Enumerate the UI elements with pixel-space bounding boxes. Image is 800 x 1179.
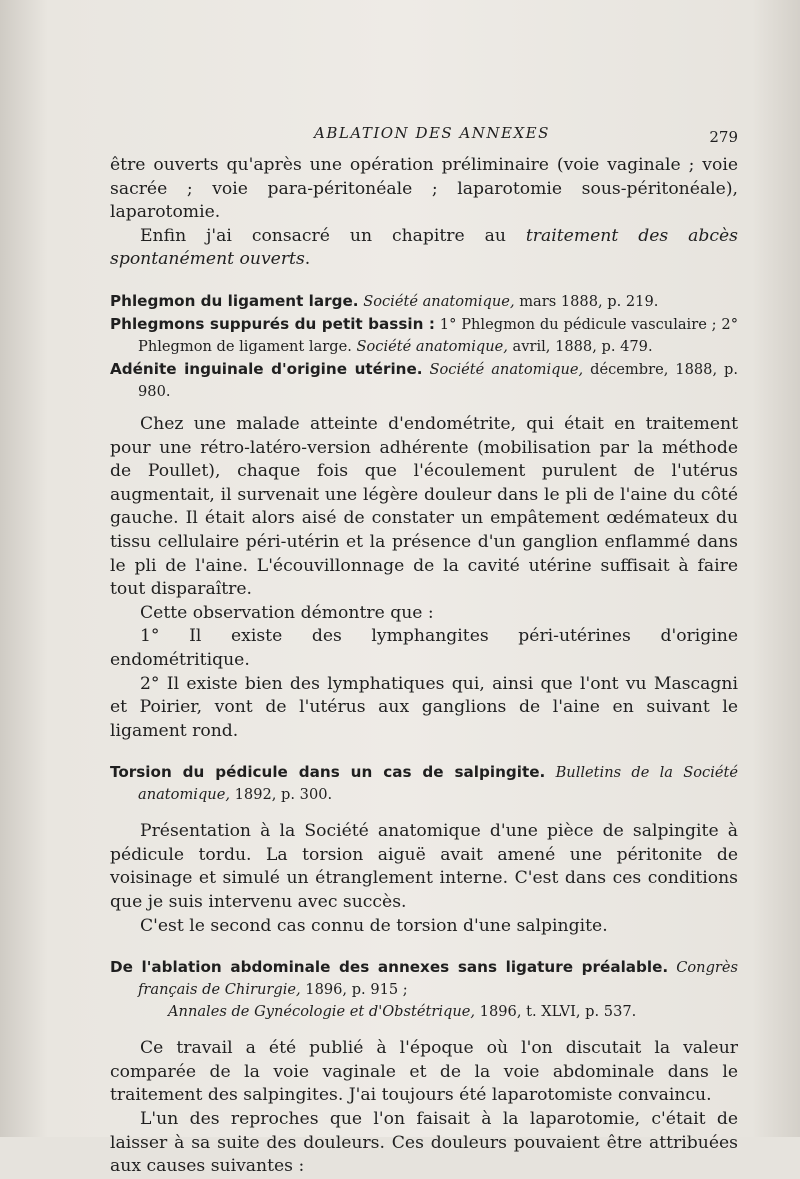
ablation-paragraph-2: L'un des reproches que l'on faisait à la laparotomie, c'était de laisser à sa suite des douleurs. Ces douleurs pouvaient être attribuées aux causes suivantes : xyxy=(110,1109,738,1177)
entry-citation: Société anatomique, xyxy=(429,360,584,378)
adenite-paragraph-2: Cette observation démontre que : xyxy=(140,602,434,623)
page-content xyxy=(110,154,738,1179)
torsion-paragraph-2: C'est le second cas connu de torsion d'une salpingite. xyxy=(140,915,608,936)
entry-title: Torsion du pédicule dans un cas de salpingite. xyxy=(110,763,546,782)
bibliography-entry-torsion xyxy=(110,761,738,806)
bibliography-entry-ablation xyxy=(110,956,738,1001)
entry-citation: Société anatomique, xyxy=(356,337,508,355)
entry-reference: décembre, 1888, p. 980. xyxy=(138,360,739,400)
intro-italic-phrase: traitement des abcès spontanément ouverts xyxy=(110,225,738,270)
page-number: 279 xyxy=(709,128,738,146)
entry-title: De l'ablation abdominale des annexes sans ligature préalable. xyxy=(110,958,669,977)
entry-citation: Congrès français de Chirurgie, xyxy=(138,959,739,999)
ablation-paragraph-1: Ce travail a été publié à l'époque où l'on discutait la valeur comparée de la voie vaginale et de la voie abdominale dans le traitement des salpingites. J'ai toujours été laparotomiste convaincu. xyxy=(110,1038,738,1106)
entry-citation: Bulletins de la Société anatomique, xyxy=(138,764,739,804)
entry-reference: avril, 1888, p. 479. xyxy=(507,337,653,355)
bibliography-entry-phlegmon xyxy=(110,290,738,313)
entry-title: Adénite inguinale d'origine utérine. xyxy=(110,359,423,378)
entry-citation: Société anatomique, xyxy=(363,292,515,310)
entry-reference: 1892, p. 300. xyxy=(229,786,333,804)
entry-citation: Annales de Gynécologie et d'Obstétrique, xyxy=(168,1003,476,1021)
adenite-point-2: 2° Il existe bien des lymphatiques qui, ainsi que l'ont vu Mascagni et Poirier, vont de l'utérus aux ganglions de l'aine en suivant le ligament rond. xyxy=(110,673,738,741)
intro-paragraph-2: Enfin j'ai consacré un chapitre au traitement des abcès spontanément ouverts. xyxy=(110,225,738,270)
entry-title: Phlegmon du ligament large. xyxy=(110,291,359,310)
entry-reference: 1896, p. 915 ; xyxy=(300,981,408,999)
bibliography-entry-ablation-extra xyxy=(110,1001,738,1023)
bibliography-entry-adenite xyxy=(110,358,738,403)
running-title: ABLATION DES ANNEXES xyxy=(314,124,550,142)
intro-paragraph-1: être ouverts qu'après une opération préliminaire (voie vaginale ; voie sacrée ; voie para-péritonéale ; laparotomie sous-péritonéale), laparotomie. xyxy=(110,155,738,223)
entry-description: 1° Phlegmon du pédicule vasculaire ; 2° Phlegmon de ligament large. xyxy=(138,315,739,355)
adenite-paragraph-1: Chez une malade atteinte d'endométrite, qui était en traitement pour une rétro-latéro-version adhérente (mobilisation par la méthode de Poullet), chaque fois que l'écoulement purulent de l'utérus augmentait, il survenait une légère douleur dans le pli de l'aine du côté gauche. Il était alors aisé de constater un empâtement œdémateux du tissu cellulaire péri-utérin et la présence d'un ganglion enflammé dans le pli de l'aine. L'écouvillonnage de la cavité utérine suffisait à faire tout disparaître. xyxy=(110,413,738,600)
entry-title: Phlegmons suppurés du petit bassin : xyxy=(110,314,435,333)
bibliography-entry-phlegmons-suppures xyxy=(110,313,738,358)
adenite-point-1: 1° Il existe des lymphangites péri-utérines d'origine endométritique. xyxy=(110,626,738,670)
entry-reference: mars 1888, p. 219. xyxy=(514,292,659,310)
entry-reference: 1896, t. XLVI, p. 537. xyxy=(475,1003,637,1021)
page-header xyxy=(110,124,738,148)
torsion-paragraph-1: Présentation à la Société anatomique d'une pièce de salpingite à pédicule tordu. La torsion aiguë avait amené une péritonite de voisinage et simulé un étranglement interne. C'est dans ces conditions que je suis intervenu avec succès. xyxy=(110,821,738,913)
